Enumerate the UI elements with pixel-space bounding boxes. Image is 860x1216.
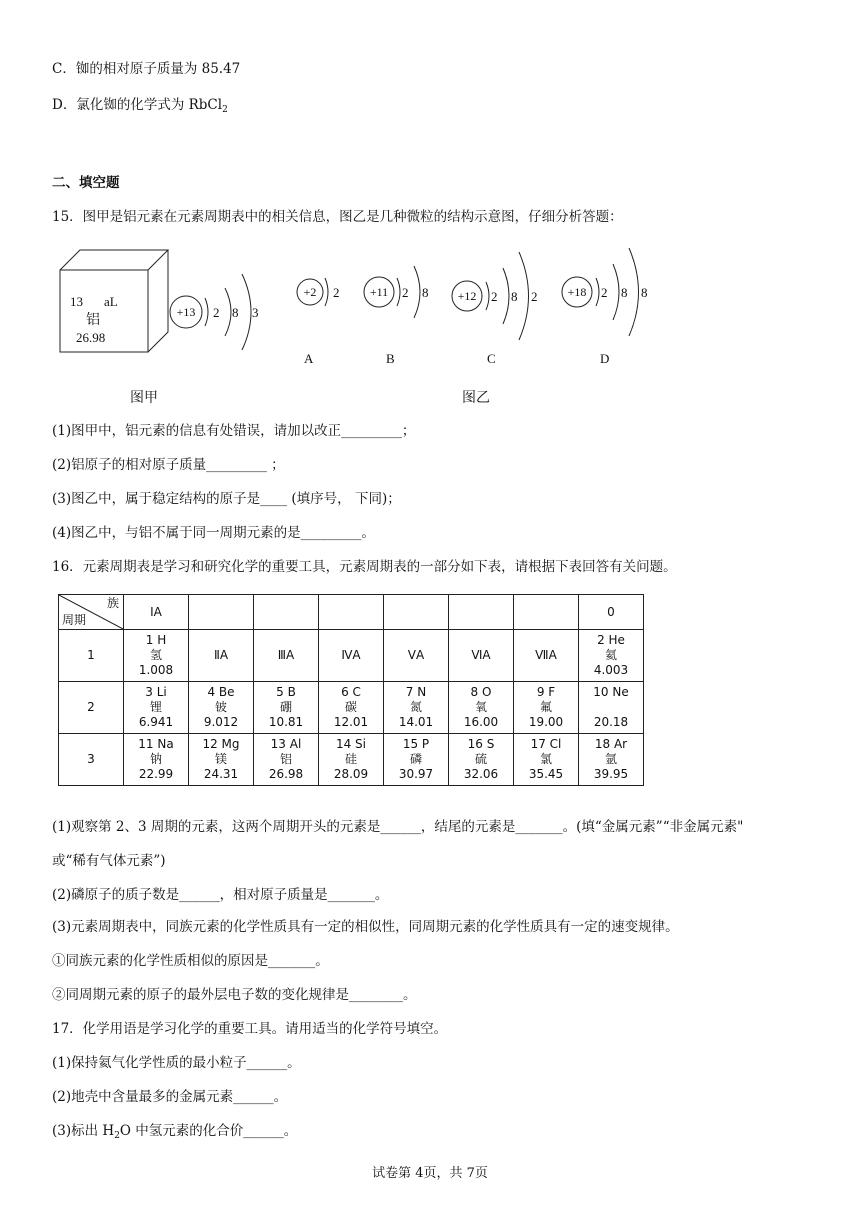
element-name: 氢	[149, 648, 162, 662]
element-cell-f	[514, 682, 579, 734]
element-cell-cl	[514, 734, 579, 786]
element-number: 4 Be	[207, 685, 235, 699]
q17-stem: 17．化学用语是学习化学的重要工具。请用适当的化学符号填空。	[52, 1021, 448, 1037]
element-mass: 24.31	[203, 767, 239, 781]
q16-sub3-2: ②同周期元素的原子的最外层电子数的变化规律是________。	[52, 987, 417, 1003]
group-header-empty	[254, 595, 319, 630]
group-label-7a: ⅦA	[514, 630, 579, 682]
particle-b-nucleus: +11	[369, 285, 389, 299]
element-number: 17 Cl	[530, 737, 562, 751]
period-label: 2	[59, 682, 124, 734]
table-row-period-1	[59, 630, 644, 682]
element-cell-h	[124, 630, 189, 682]
group-label-3a: ⅢA	[254, 630, 319, 682]
element-mass: 39.95	[593, 767, 629, 781]
element-mass: 6.941	[138, 715, 174, 729]
element-mass: 32.06	[463, 767, 499, 781]
element-mass: 10.81	[268, 715, 304, 729]
element-name: 氯	[539, 752, 552, 766]
q15-sub4: (4)图乙中，与铝不属于同一周期元素的是_________。	[52, 525, 375, 541]
al-shell-1: 2	[213, 305, 220, 320]
element-name: 氮	[409, 700, 422, 714]
page-footer: 试卷第 4页，共 7页	[372, 1166, 488, 1181]
element-mass: 16.00	[463, 715, 499, 729]
q17-sub2: (2)地壳中含量最多的金属元素______。	[52, 1089, 288, 1105]
particle-c	[452, 252, 538, 366]
group-header-1a: ⅠA	[124, 595, 189, 630]
element-name: 硅	[344, 752, 357, 766]
element-cell-o	[449, 682, 514, 734]
group-header-empty	[514, 595, 579, 630]
element-mass: 4.003	[593, 663, 629, 677]
particle-a-label: A	[304, 351, 314, 366]
group-label-5a: ⅤA	[384, 630, 449, 682]
element-cell-al	[254, 734, 319, 786]
element-cell-mg	[189, 734, 254, 786]
particle-d-shell-3: 8	[641, 285, 648, 300]
element-number: 12 Mg	[202, 737, 240, 751]
element-mass: 1.008	[138, 663, 174, 677]
q15-stem: 15．图甲是铝元素在元素周期表中的相关信息，图乙是几种微粒的结构示意图，仔细分析答题：	[52, 209, 623, 225]
section-title: 二、填空题	[52, 175, 120, 191]
q15-sub3: (3)图乙中，属于稳定结构的原子是____ (填序号， 下同)；	[52, 491, 401, 507]
element-name: 硫	[474, 752, 487, 766]
element-number: 18 Ar	[594, 737, 628, 751]
option-d	[52, 96, 228, 119]
particle-c-shell-3: 2	[531, 289, 538, 304]
q15-sub1: (1)图甲中，铝元素的信息有处错误，请加以改正_________；	[52, 423, 416, 439]
particle-d	[562, 248, 648, 366]
particle-a	[297, 278, 340, 366]
element-number: 2 He	[597, 633, 625, 647]
table-row-period-3	[59, 734, 644, 786]
option-c: C．铷的相对原子质量为 85.47	[52, 61, 241, 77]
q15-figures	[52, 240, 672, 416]
table-corner	[59, 595, 124, 630]
option-d-text: D．氯化铷的化学式为 RbCl	[52, 97, 223, 113]
header-period-label: 周期	[62, 613, 87, 627]
atom-structure-diagrams	[52, 240, 672, 412]
element-mass: 30.97	[398, 767, 434, 781]
element-name: 铍	[214, 700, 227, 714]
particle-d-shell-2: 8	[621, 285, 628, 300]
q16-sub1-line2: 或“稀有气体元素”)	[52, 853, 166, 869]
element-name: 硼	[279, 700, 292, 714]
element-mass: 14.01	[398, 715, 434, 729]
element-name: 锂	[149, 700, 162, 714]
period-label: 1	[59, 630, 124, 682]
element-name: 钠	[149, 752, 162, 766]
element-name: 氦	[604, 648, 617, 662]
group-label-2a: ⅡA	[189, 630, 254, 682]
element-cell-be	[189, 682, 254, 734]
periodic-table	[58, 594, 644, 786]
particle-a-nucleus: +2	[303, 285, 317, 299]
al-nucleus: +13	[176, 305, 196, 319]
al-shell-2: 8	[232, 305, 239, 320]
particle-c-label: C	[487, 351, 496, 366]
element-cell-na	[124, 734, 189, 786]
q17-sub3	[52, 1122, 297, 1145]
element-mass: 20.18	[593, 715, 629, 729]
q16-sub3: (3)元素周期表中，同族元素的化学性质具有一定的相似性，同周期元素的化学性质具有一定的速变规律。	[52, 919, 679, 935]
particle-d-nucleus: +18	[567, 285, 587, 299]
element-cell-c	[319, 682, 384, 734]
card-symbol: aL	[104, 294, 118, 309]
group-header-empty	[449, 595, 514, 630]
group-header-empty	[189, 595, 254, 630]
q16-sub3-1: ①同族元素的化学性质相似的原因是_______。	[52, 953, 329, 969]
group-header-empty	[384, 595, 449, 630]
q17-sub3-subscript: 2	[114, 1131, 120, 1141]
particle-c-nucleus: +12	[457, 289, 477, 303]
element-name: 氟	[539, 700, 552, 714]
element-number: 3 Li	[145, 685, 167, 699]
q17-sub1: (1)保持氦气化学性质的最小粒子______。	[52, 1055, 301, 1071]
element-mass: 22.99	[138, 767, 174, 781]
element-number: 9 F	[536, 685, 556, 699]
element-name: 氩	[604, 752, 617, 766]
card-number: 13	[70, 294, 83, 309]
particle-c-shell-2: 8	[511, 289, 518, 304]
q17-sub3-text-a: (3)标出 H	[52, 1123, 115, 1139]
element-cell-s	[449, 734, 514, 786]
element-cell-ar	[579, 734, 644, 786]
element-number: 13 Al	[270, 737, 302, 751]
element-name: 镁	[214, 752, 227, 766]
fig2-caption: 图乙	[462, 390, 490, 406]
group-header-0: 0	[579, 595, 644, 630]
element-number: 1 H	[145, 633, 167, 647]
element-cell-he	[579, 630, 644, 682]
element-mass: 35.45	[528, 767, 564, 781]
particle-d-shell-1: 2	[601, 285, 608, 300]
group-header-empty	[319, 595, 384, 630]
table-row-period-2	[59, 682, 644, 734]
element-number: 7 N	[405, 685, 427, 699]
element-number: 16 S	[467, 737, 495, 751]
element-number: 6 C	[341, 685, 361, 699]
element-number: 15 P	[402, 737, 430, 751]
element-mass: 12.01	[333, 715, 369, 729]
element-mass: 26.98	[268, 767, 304, 781]
element-cell-b	[254, 682, 319, 734]
element-name: 铝	[279, 752, 292, 766]
element-mass: 19.00	[528, 715, 564, 729]
element-cell-ne	[579, 682, 644, 734]
group-label-4a: ⅣA	[319, 630, 384, 682]
element-cell-p	[384, 734, 449, 786]
particle-b-shell-2: 8	[422, 285, 429, 300]
particle-c-shell-1: 2	[491, 289, 498, 304]
element-cell-n	[384, 682, 449, 734]
q16-sub2: (2)磷原子的质子数是______，相对原子质量是_______。	[52, 887, 389, 903]
element-cell-si	[319, 734, 384, 786]
element-number: 8 O	[470, 685, 492, 699]
particle-b-label: B	[386, 351, 395, 366]
element-name	[579, 700, 643, 715]
element-name: 磷	[409, 752, 422, 766]
element-number: 14 Si	[335, 737, 367, 751]
q16-sub1-line1: (1)观察第 2、3 周期的元素，这两个周期开头的元素是______，结尾的元素是_______。(填“金属元素”“非金属元素"	[52, 819, 744, 835]
header-group-label: 族	[106, 596, 119, 610]
element-number: 10 Ne	[593, 685, 629, 699]
element-mass: 28.09	[333, 767, 369, 781]
element-name: 氧	[474, 700, 487, 714]
element-number: 5 B	[276, 685, 296, 699]
q16-stem: 16．元素周期表是学习和研究化学的重要工具，元素周期表的一部分如下表，请根据下表回答有关问题。	[52, 559, 677, 575]
particle-a-shell-1: 2	[333, 285, 340, 300]
element-cell-li	[124, 682, 189, 734]
particle-d-label: D	[600, 351, 610, 366]
al-shell-3: 3	[252, 305, 259, 320]
fig1-caption: 图甲	[130, 390, 158, 406]
q15-sub2: (2)铝原子的相对原子质量_________ ；	[52, 457, 285, 473]
card-mass: 26.98	[76, 330, 106, 345]
option-d-subscript: 2	[222, 105, 228, 115]
group-label-6a: ⅥA	[449, 630, 514, 682]
period-label: 3	[59, 734, 124, 786]
element-name: 碳	[344, 700, 357, 714]
al-atom-diagram	[170, 274, 259, 350]
table-header-row	[59, 595, 644, 630]
particle-b-shell-1: 2	[402, 285, 409, 300]
particle-b	[364, 266, 429, 366]
q17-sub3-text-b: O 中氢元素的化合价______。	[119, 1123, 298, 1139]
element-number: 11 Na	[138, 737, 174, 751]
element-mass: 9.012	[203, 715, 239, 729]
card-name: 铝	[86, 313, 100, 328]
